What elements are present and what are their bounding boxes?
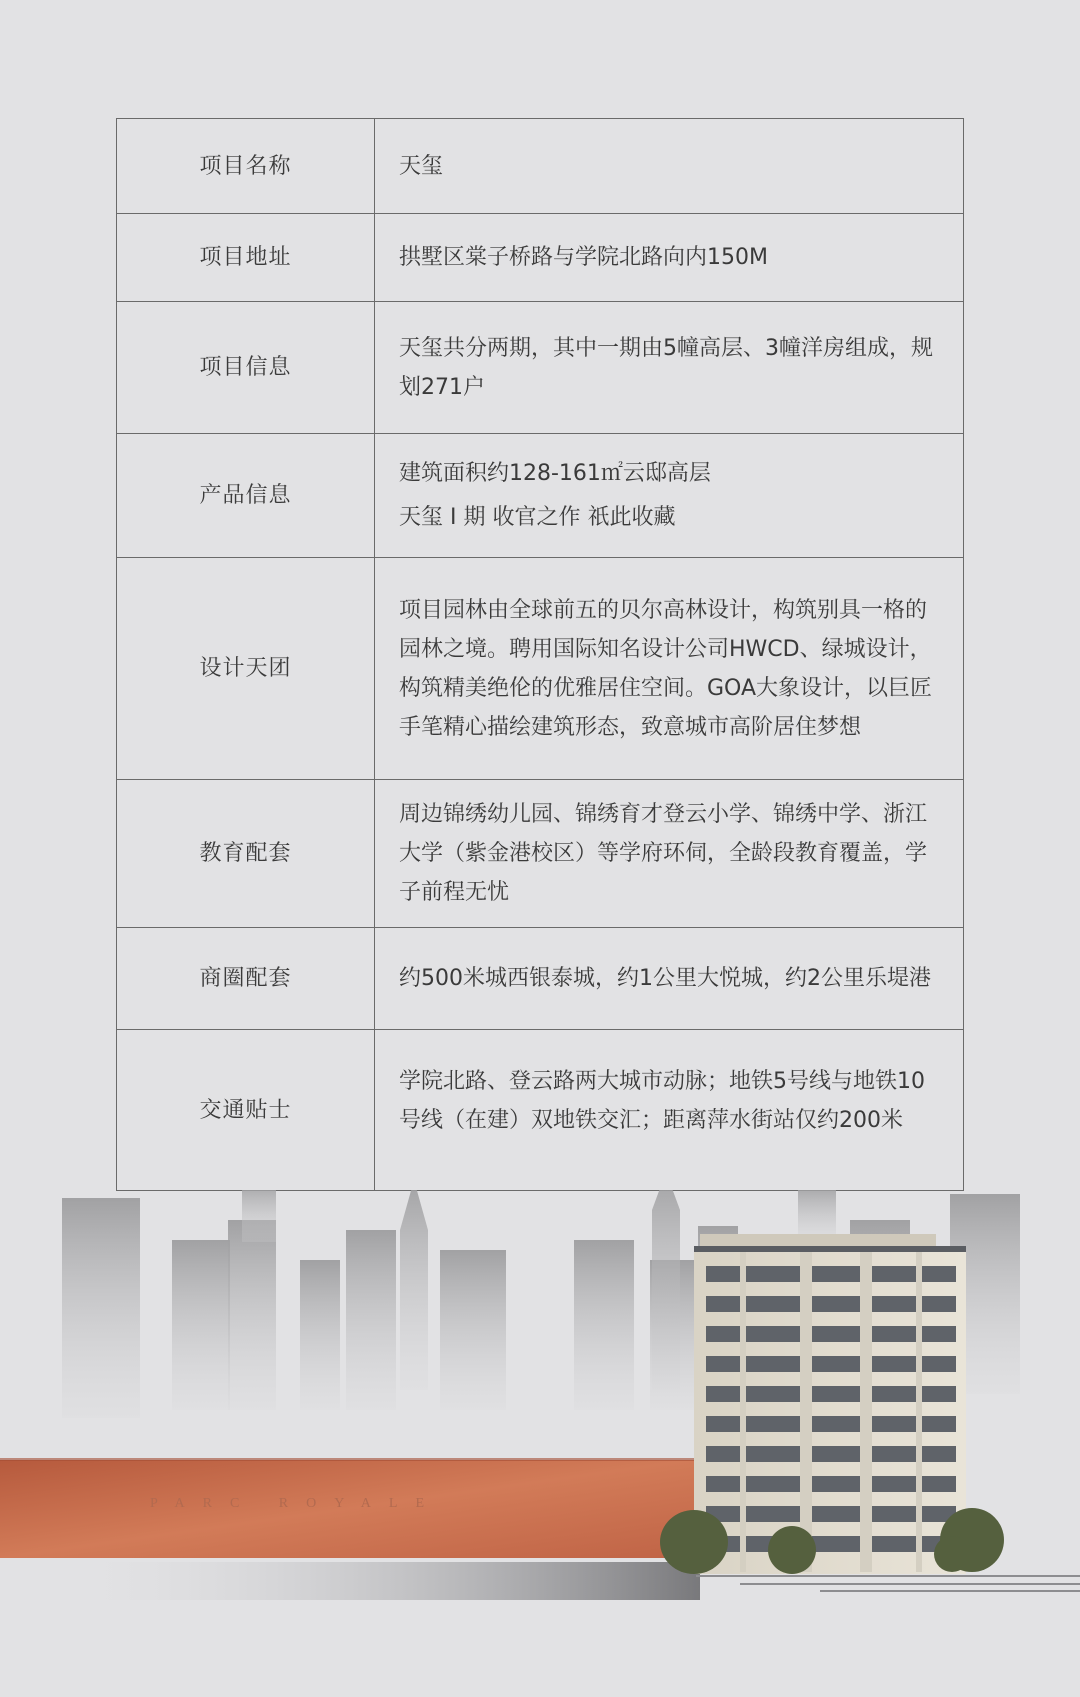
skyline-graphic — [0, 1190, 1080, 1697]
row-value-name — [375, 119, 964, 214]
row-value-transport — [375, 1030, 964, 1191]
table-row — [117, 928, 964, 1030]
value-line: 建筑面积约128-161㎡云邸高层 — [399, 461, 711, 486]
residential-building — [694, 1234, 966, 1574]
row-label-name: 项目名称 — [117, 119, 375, 214]
row-label-project-info: 项目信息 — [117, 302, 375, 434]
skyline-illustration — [0, 1190, 1080, 1697]
row-value-commerce — [375, 928, 964, 1030]
row-value-design-team — [375, 558, 964, 780]
value-line: 天玺共分两期，其中一期由5幢高层、3幢洋房组成，规划271户 — [399, 335, 933, 400]
shadow-bar — [80, 1562, 700, 1600]
value-line: 拱墅区棠子桥路与学院北路向内150M — [399, 245, 768, 270]
value-line: 项目园林由全球前五的贝尔高林设计，构筑别具一格的园林之境。聘用国际知名设计公司HWCD、绿城设计，构筑精美绝伦的优雅居住空间。GOA大象设计，以巨匠手笔精心描绘建筑形态，致意城市高阶居住梦想 — [399, 597, 933, 740]
row-value-education — [375, 780, 964, 928]
row-value-address — [375, 214, 964, 302]
table-row — [117, 119, 964, 214]
table-row — [117, 214, 964, 302]
ground-lines — [696, 1576, 1080, 1591]
table-row — [117, 302, 964, 434]
row-label-transport: 交通贴士 — [117, 1030, 375, 1191]
brand-watermark: PARC ROYALE — [150, 1496, 443, 1511]
table-row — [117, 558, 964, 780]
row-value-project-info — [375, 302, 964, 434]
row-label-address: 项目地址 — [117, 214, 375, 302]
value-line: 天玺 — [399, 153, 444, 179]
project-info-table — [116, 118, 964, 1191]
table-row — [117, 1030, 964, 1191]
value-line: 学院北路、登云路两大城市动脉；地铁5号线与地铁10号线（在建）双地铁交汇；距离萍水街站仅约200米 — [399, 1069, 925, 1133]
project-info-table-wrap — [116, 118, 964, 1191]
value-line: 约500米城西银泰城，约1公里大悦城，约2公里乐堤港 — [399, 966, 931, 991]
row-label-design-team: 设计天团 — [117, 558, 375, 780]
value-line: 天玺 Ⅰ 期 收官之作 祇此收藏 — [399, 505, 676, 530]
value-line: 周边锦绣幼儿园、锦绣育才登云小学、锦绣中学、浙江大学（紫金港校区）等学府环伺，全龄段教育覆盖，学子前程无忧 — [399, 802, 928, 905]
table-row — [117, 434, 964, 558]
row-label-product-info: 产品信息 — [117, 434, 375, 558]
row-value-product-info — [375, 434, 964, 558]
row-label-commerce: 商圈配套 — [117, 928, 375, 1030]
row-label-education: 教育配套 — [117, 780, 375, 928]
table-row — [117, 780, 964, 928]
